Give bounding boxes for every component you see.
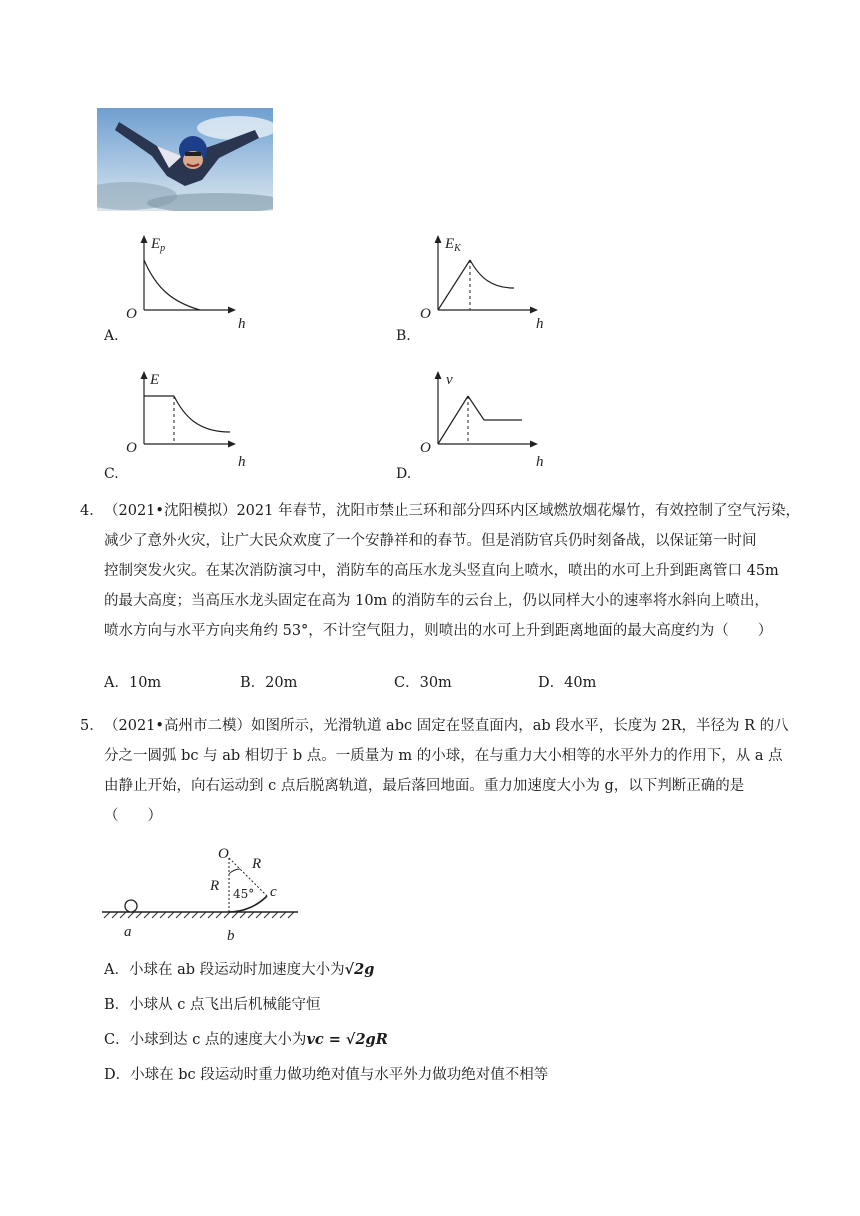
ep-vs-h-graph xyxy=(104,228,254,348)
math-expression: √2g xyxy=(344,961,375,978)
option-letter: A. xyxy=(104,328,119,344)
option-b: B．小球从 c 点飞出后机械能守恒 xyxy=(104,997,321,1013)
y-axis-label: E xyxy=(150,372,160,388)
option-a: A．10m xyxy=(104,675,162,691)
graph-c xyxy=(104,366,254,490)
point-o-label: O xyxy=(218,846,229,862)
x-axis-label: h xyxy=(238,454,246,470)
x-axis-label: h xyxy=(536,454,544,470)
skydiver-photo xyxy=(97,108,273,211)
origin-label: O xyxy=(126,440,137,456)
option-d: D．40m xyxy=(538,675,597,691)
radius-label-vertical: R xyxy=(210,878,220,894)
point-c-label: c xyxy=(270,884,277,900)
origin-label: O xyxy=(420,306,431,322)
e-vs-h-graph xyxy=(104,366,254,486)
text-line: 喷水方向与水平方向夹角约 53°，不计空气阻力，则喷出的水可上升到距离地面的最大高度约为（ ） xyxy=(104,623,773,639)
origin-label: O xyxy=(420,440,431,456)
text-line: 减少了意外火灾，让广大民众欢度了一个安静祥和的春节。但是消防官兵仍时刻备战，以保证第一时间 xyxy=(104,533,757,549)
text-line: 的最大高度；当高压水龙头固定在高为 10m 的消防车的云台上，仍以同样大小的速率将水斜向上喷出， xyxy=(104,593,769,609)
v-vs-h-graph xyxy=(396,366,556,486)
radius-label-slant: R xyxy=(252,856,262,872)
text-line: （ ） xyxy=(104,808,162,824)
option-c: C．小球到达 c 点的速度大小为vc = √2gR xyxy=(104,1031,388,1048)
y-axis-label: v xyxy=(446,372,453,388)
question-number: 4． xyxy=(80,503,104,519)
track-figure xyxy=(100,838,310,952)
text-line: 由静止开始，向右运动到 c 点后脱离轨道，最后落回地面。重力加速度大小为 g，以下判断正确的是 xyxy=(104,778,745,794)
graph-a xyxy=(104,228,254,352)
angle-label: 45° xyxy=(233,887,255,901)
y-axis-label: $E_K$ xyxy=(445,236,461,254)
x-axis-label: h xyxy=(536,316,544,332)
y-axis-label: $E_p$ xyxy=(151,236,166,254)
option-a: A．小球在 ab 段运动时加速度大小为√2g xyxy=(104,961,375,978)
ek-vs-h-graph xyxy=(396,228,556,348)
question-5-text xyxy=(104,711,794,831)
text-line: （2021•沈阳模拟）2021 年春节，沈阳市禁止三环和部分四环内区域燃放烟花爆竹，有效控制了空气污染， xyxy=(104,503,800,519)
option-b: B．20m xyxy=(240,675,298,691)
track-diagram xyxy=(100,838,310,948)
option-d: D．小球在 bc 段运动时重力做功绝对值与水平外力做功绝对值不相等 xyxy=(104,1067,549,1083)
question-number: 5． xyxy=(80,718,104,734)
origin-label: O xyxy=(126,306,137,322)
x-axis-label: h xyxy=(238,316,246,332)
math-expression: vc = √2gR xyxy=(306,1031,388,1048)
option-c: C．30m xyxy=(394,675,452,691)
point-a-label: a xyxy=(124,924,132,940)
graph-b xyxy=(396,228,556,352)
text-line: （2021•高州市二模）如图所示，光滑轨道 abc 固定在竖直面内，ab 段水平，长度为 2R，半径为 R 的八 xyxy=(104,718,789,734)
question-4-text xyxy=(104,496,800,646)
option-letter: D. xyxy=(396,466,412,482)
text-line: 控制突发火灾。在某次消防演习中，消防车的高压水龙头竖直向上喷水，喷出的水可上升到距离管口 45m xyxy=(104,563,779,579)
text-line: 分之一圆弧 bc 与 ab 相切于 b 点。一质量为 m 的小球，在与重力大小相等的水平外力的作用下，从 a 点 xyxy=(104,748,783,764)
option-letter: B. xyxy=(396,328,411,344)
point-b-label: b xyxy=(227,928,235,944)
option-letter: C. xyxy=(104,466,119,482)
graph-d xyxy=(396,366,556,490)
